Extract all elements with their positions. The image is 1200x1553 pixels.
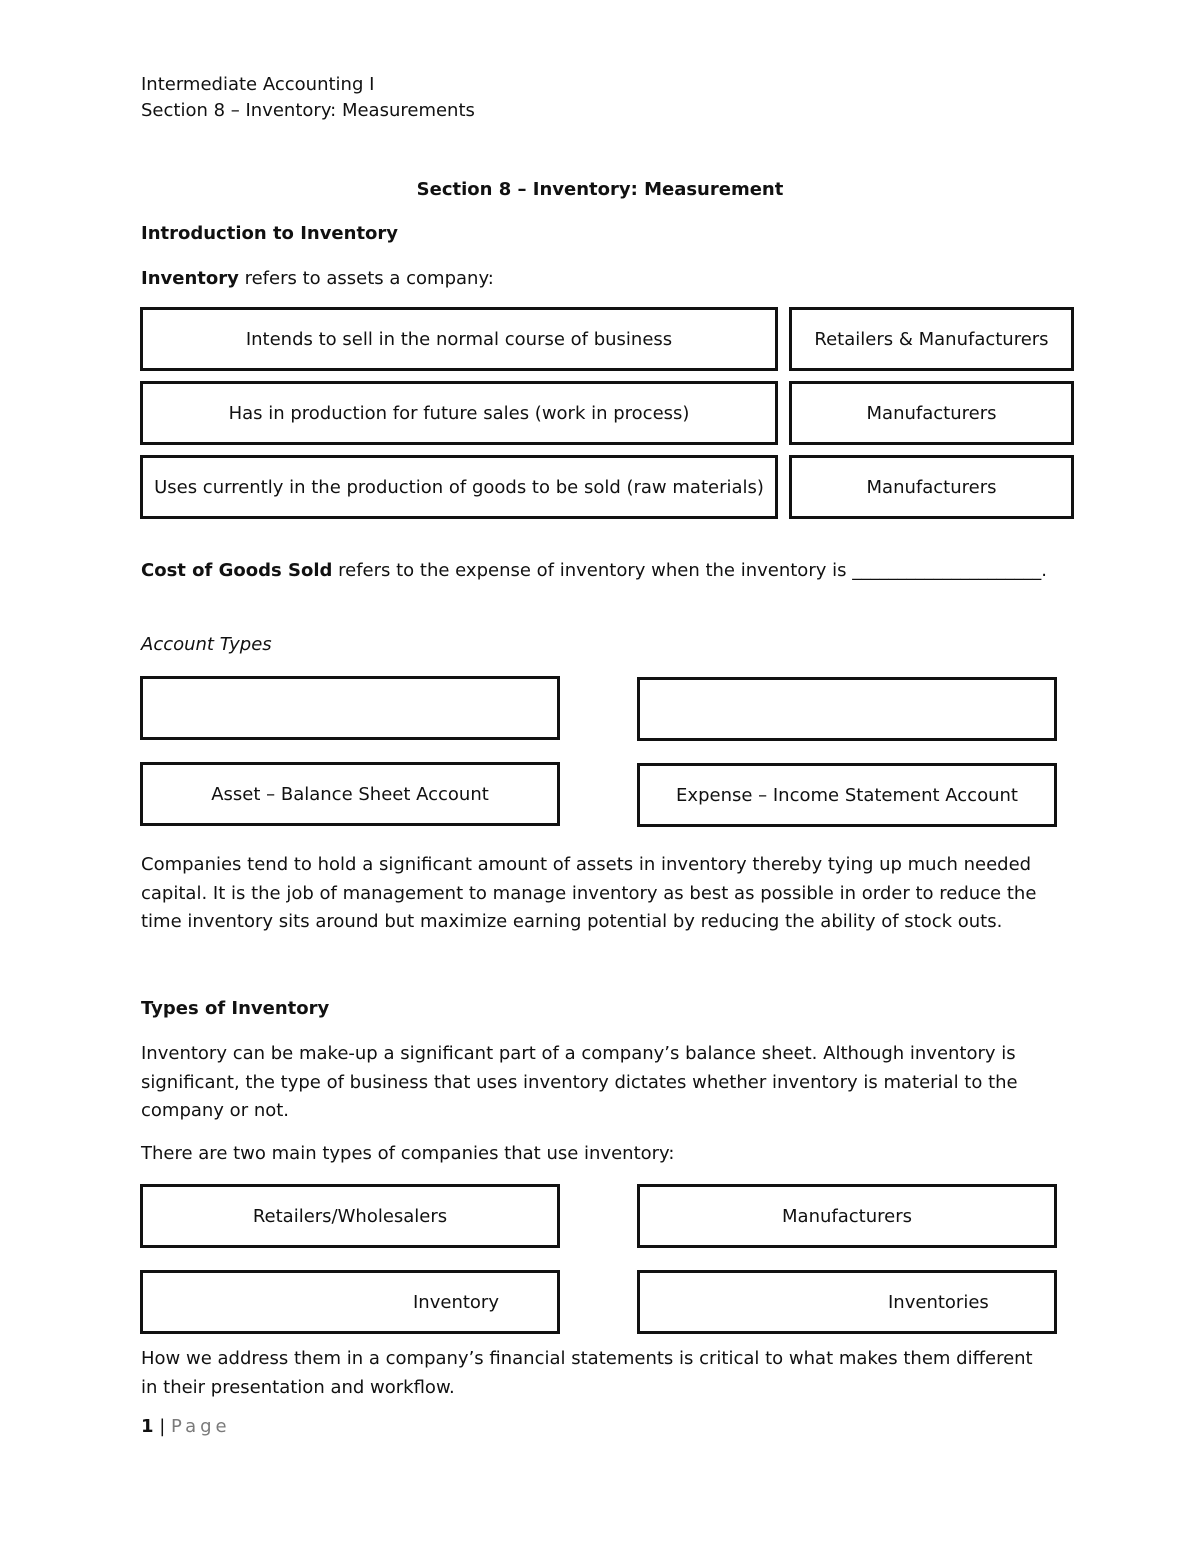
intro-lead [141, 268, 494, 289]
manufacturers-inventory-label: Inventories [888, 1291, 989, 1313]
inventory-def-box-3 [140, 455, 778, 519]
expense-account-label: Expense – Income Statement Account [676, 784, 1018, 806]
types-lead: There are two main types of companies that use inventory: [141, 1143, 675, 1164]
asset-account-box [140, 762, 560, 826]
page-separator: | [153, 1416, 172, 1437]
manufacturers-label: Manufacturers [782, 1205, 912, 1227]
inventory-def-box-1 [140, 307, 778, 371]
account-blank-left [140, 676, 560, 740]
page-word: Page [171, 1416, 231, 1437]
inventory-def-text-1: Intends to sell in the normal course of business [245, 328, 673, 350]
page-number: 1 [141, 1416, 154, 1437]
inventory-def-box-2 [140, 381, 778, 445]
inventory-def-text-3: Uses currently in the production of goods to be sold (raw materials) [154, 476, 764, 498]
types-heading: Types of Inventory [141, 998, 330, 1019]
cogs-text: refers to the expense of inventory when the inventory is _____________________. [332, 560, 1047, 581]
inventory-def-text-2: Has in production for future sales (work in process) [228, 402, 690, 424]
intro-lead-term: Inventory [141, 268, 239, 289]
account-blank-right [637, 677, 1057, 741]
header-course: Intermediate Accounting I [141, 74, 375, 95]
retailers-label: Retailers/Wholesalers [252, 1205, 448, 1227]
inventory-who-text-1: Retailers & Manufacturers [814, 328, 1049, 350]
closing-paragraph: How we address them in a company’s financial statements is critical to what makes them different in their presentation and workflow. [141, 1348, 1033, 1398]
retailers-box [140, 1184, 560, 1248]
page-footer [141, 1416, 231, 1437]
inventory-who-box-2 [789, 381, 1074, 445]
retailers-inventory-label: Inventory [413, 1291, 499, 1313]
inventory-who-text-2: Manufacturers [866, 402, 997, 424]
inventory-who-box-1 [789, 307, 1074, 371]
inventory-who-box-3 [789, 455, 1074, 519]
retailers-inventory-box [140, 1270, 560, 1334]
types-paragraph: Inventory can be make-up a significant part of a company’s balance sheet. Although inventory is significant, the type of business that uses inventory dictates whether inventory is material to the company or not. [141, 1043, 1018, 1121]
intro-heading: Introduction to Inventory [141, 223, 399, 244]
page-title: Section 8 – Inventory: Measurement [416, 179, 784, 200]
header-section: Section 8 – Inventory: Measurements [141, 100, 475, 121]
manufacturers-inventory-box [637, 1270, 1057, 1334]
intro-lead-text: refers to assets a company: [238, 268, 494, 289]
expense-account-box [637, 763, 1057, 827]
cogs-sentence [141, 560, 1047, 581]
manufacturers-box [637, 1184, 1057, 1248]
inventory-management-paragraph: Companies tend to hold a significant amount of assets in inventory thereby tying up much needed capital. It is the job of management to manage inventory as best as possible in order to reduce the time inventory sits around but maximize earning potential by reducing the ability of stock outs. [141, 854, 1037, 932]
asset-account-label: Asset – Balance Sheet Account [211, 783, 489, 805]
account-types-heading: Account Types [141, 634, 272, 655]
inventory-who-text-3: Manufacturers [866, 476, 997, 498]
cogs-term: Cost of Goods Sold [141, 560, 333, 581]
